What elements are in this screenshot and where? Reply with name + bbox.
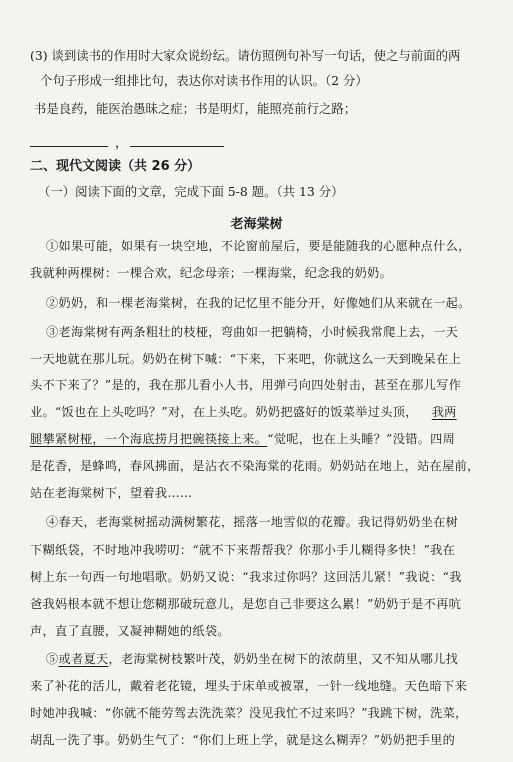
article-line: ①如果可能，如果有一块空地，不论窗前屋后，要是能随我的心愿种点什么， — [46, 239, 471, 253]
article-line: 是花香，是蜂鸣，春风拂面，是沾衣不染海棠的花雨。奶奶站在地上，站在屋前， — [30, 459, 480, 473]
article-line: ④春天，老海棠树摇动满树繁花，摇落一地雪似的花瓣。我记得奶奶坐在树 — [46, 515, 459, 529]
blank-comma: ， — [115, 136, 129, 151]
article-line: 头不下来了？”是的，我在那儿看小人书，用弹弓向四处射击，甚至在那儿写作 — [30, 378, 462, 392]
article-line: ②奶奶，和一棵老海棠树，在我的记忆里不能分开，好像她们从来就在一起。 — [46, 296, 471, 310]
article-line: 声，直了直腰，又凝神糊她的纸袋。 — [30, 624, 230, 638]
article-line: 一天地就在那儿玩。奶奶在树下喊：“下来，下来吧，你就这么一天到晚呆在上 — [30, 352, 462, 366]
article-line-text: “觉呢，也在上头睡？”没错。四周 — [267, 432, 456, 446]
underlined-phrase-start: 我两 — [431, 405, 457, 419]
article-line: 来了补花的活儿，戴着老花镜，埋头于床单或被罩，一针一线地缝。天色暗下来 — [30, 679, 468, 693]
q3-line-1: (3) 谈到读书的作用时大家众说纷纭。请仿照例句补写一句话，使之与前面的两 — [30, 48, 461, 63]
article-line: 时她冲我喊：“你就不能劳驾去洗洗菜？没见我忙不过来吗？”我跳下树，洗菜， — [30, 706, 468, 720]
article-line: ③老海棠树有两条粗壮的枝桠，弯曲如一把躺椅，小时候我常爬上去，一天 — [46, 325, 459, 339]
article-line: 树上东一句西一句地唱歌。奶奶又说：“我求过你吗？这回活儿紧！”我说：“我 — [30, 570, 462, 584]
q3-example-sentence: 书是良药，能医治愚昧之症；书是明灯，能照亮前行之路； — [34, 101, 357, 116]
article-line: 胡乱一洗了事。奶奶生气了：“你们上班上学，就是这么糊弄？”奶奶把手里的 — [30, 733, 456, 747]
answer-blank-2[interactable] — [130, 146, 224, 147]
article-line — [30, 403, 491, 421]
article-line: 下糊纸袋，不时地冲我唠叨：“就不下来帮帮我？你那小手儿糊得多快！”我在 — [30, 543, 456, 557]
answer-blanks[interactable] — [30, 134, 230, 150]
answer-blank-1[interactable] — [30, 146, 108, 147]
section-subheading: （一）阅读下面的文章，完成下面 5-8 题。（共 13 分） — [38, 184, 344, 199]
underlined-season: 或者夏天 — [58, 652, 109, 666]
article-title: 老海棠树 — [230, 217, 283, 232]
underlined-sentence: 腿攀紧树桠，一个海底捞月把碗筷接上来。 — [30, 432, 268, 446]
q3-line-2: 个句子形成一组排比句，表达你对读书作用的认识。（2 分） — [40, 73, 368, 88]
article-line-text: 业。“饭也在上头吃吗？”对，在上头吃。奶奶把盛好的饭菜举过头顶， — [30, 405, 418, 419]
article-line: 爸我妈根本就不想让您糊那破玩意儿，是您自己非要这么累！”奶奶于是不再吭 — [30, 597, 462, 611]
article-line: 站在老海棠树下，望着我…… — [30, 486, 193, 500]
section-heading: 二、现代文阅读（共 26 分） — [30, 159, 201, 174]
article-line: ⑤或者夏天，老海棠树枝繁叶茂，奶奶坐在树下的浓荫里，又不知从哪儿找 — [46, 652, 459, 666]
article-line: 我就种两棵树：一棵合欢，纪念母亲；一棵海棠，纪念我的奶奶。 — [30, 266, 393, 280]
article-line — [30, 430, 491, 448]
